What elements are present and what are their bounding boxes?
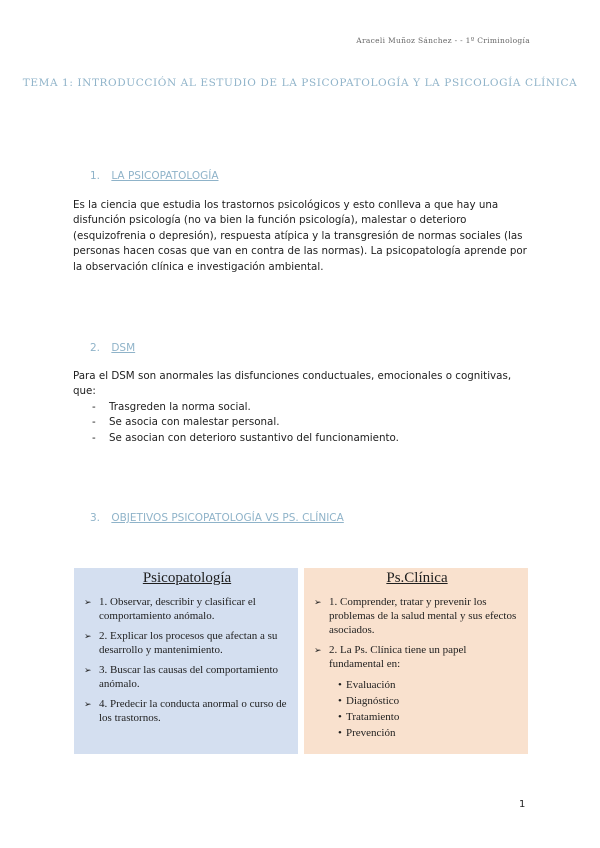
section-2-body — [73, 369, 529, 446]
arrow-icon: ➢ — [314, 597, 322, 607]
list-item: • Prevención — [314, 725, 520, 741]
page-title: TEMA 1: INTRODUCCIÓN AL ESTUDIO DE LA PSICOPATOLOGÍA Y LA PSICOLOGÍA CLÍNICA — [22, 77, 578, 89]
ps-clinica-title: Ps.Clínica — [386, 570, 448, 586]
section-1-number: 1. — [90, 170, 101, 182]
arrow-icon: ➢ — [84, 699, 92, 709]
section-2-intro: Para el DSM son anormales las disfunciones conductuales, emocionales o cognitivas, que: — [73, 370, 512, 398]
section-1-body: Es la ciencia que estudia los trastornos psicológicos y esto conlleva a que hay una disfunción psicología (no va bien la función psicología), malestar o deterioro (esquizofrenia o depresión), respuesta atípica y la transgresión de normas sociales (las personas hacen cosas que van en contra de las normas). La psicopatología aprende por la observación clínica e investigación ambiental. — [73, 199, 527, 273]
list-item: ➢ 2. La Ps. Clínica tiene un papel fundamental en: — [314, 644, 467, 670]
list-item: • Evaluación — [314, 677, 520, 693]
ps-clinica-column — [304, 568, 528, 754]
list-item: • Diagnóstico — [314, 693, 520, 709]
list-item: - Se asocian con deterioro sustantivo del funcionamiento. — [73, 431, 529, 446]
page-number: 1 — [519, 799, 526, 810]
section-2-heading — [90, 342, 135, 354]
list-item: • Tratamiento — [314, 709, 520, 725]
section-1-title: LA PSICOPATOLOGÍA — [111, 170, 219, 182]
section-3-title: OBJETIVOS PSICOPATOLOGÍA VS PS. CLÍNICA — [111, 512, 344, 524]
list-item: ➢ 4. Predecir la conducta anormal o curso de los trastornos. — [84, 698, 287, 724]
comparison-table — [74, 568, 528, 754]
arrow-icon: ➢ — [84, 597, 92, 607]
psicopatologia-column — [74, 568, 298, 754]
list-item: - Se asocia con malestar personal. — [73, 415, 529, 430]
arrow-icon: ➢ — [314, 645, 322, 655]
header-note: Araceli Muñoz Sánchez - - 1º Criminología — [356, 36, 530, 45]
list-item: ➢ 2. Explicar los procesos que afectan a su desarrollo y mantenimiento. — [84, 630, 278, 656]
section-2-title: DSM — [111, 342, 136, 354]
section-2-number: 2. — [90, 342, 101, 354]
section-3-heading — [90, 512, 344, 524]
arrow-icon: ➢ — [84, 631, 92, 641]
section-1-heading — [90, 170, 219, 182]
list-item: - Trasgreden la norma social. — [73, 400, 529, 415]
arrow-icon: ➢ — [84, 665, 92, 675]
section-3-number: 3. — [90, 512, 101, 524]
psicopatologia-title: Psicopatología — [142, 570, 232, 586]
list-item: ➢ 3. Buscar las causas del comportamiento anómalo. — [84, 664, 279, 690]
list-item: ➢ 1. Comprender, tratar y prevenir los problemas de la salud mental y sus efectos asociados. — [314, 596, 517, 636]
list-item: ➢ 1. Observar, describir y clasificar el comportamiento anómalo. — [84, 596, 256, 622]
dsm-criteria-list — [73, 400, 529, 446]
